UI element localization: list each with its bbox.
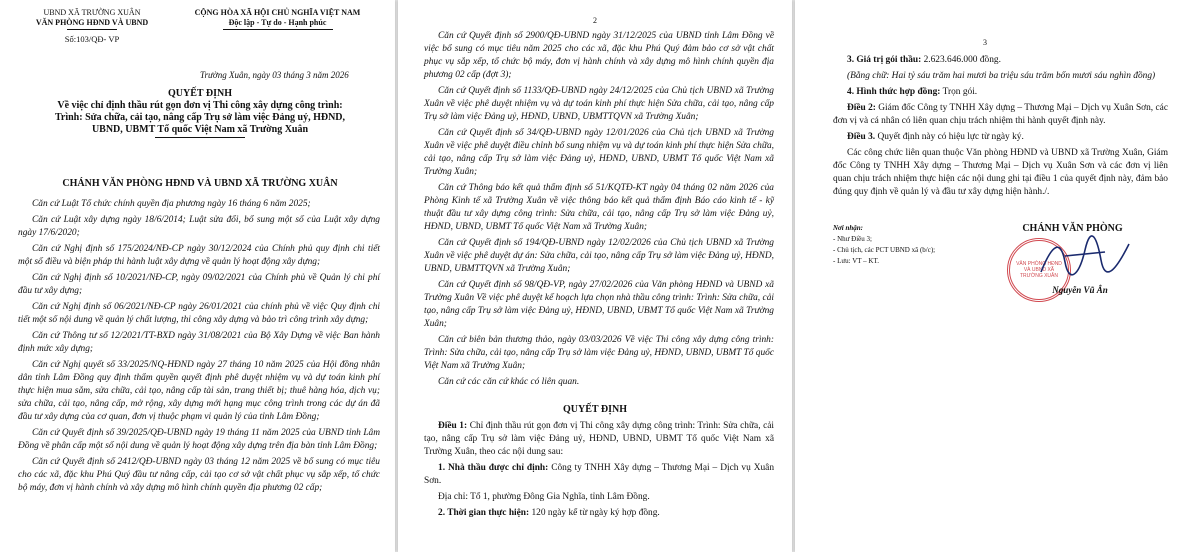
nation-header	[165, 8, 390, 30]
article-1	[424, 420, 774, 523]
contractor-address: Địa chỉ: Tổ 1, phường Đông Gia Nghĩa, tỉnh Lâm Đồng.	[438, 492, 650, 502]
paragraph: Căn cứ Nghị định số 175/2024/NĐ-CP ngày 30/12/2024 của Chính phủ quy định chi tiết một số điều và biện pháp thi hành luật xây dựng về quản lý hoạt động xây dựng;	[18, 244, 380, 267]
page-number: 3	[983, 38, 987, 47]
subject-line-3: UBND, UBMT Tổ quốc Việt Nam xã Trường Xuân	[91, 124, 309, 135]
article-2-label: Điều 2:	[847, 103, 876, 113]
recipients-block	[833, 223, 1003, 267]
closing-paragraph: Các công chức liên quan thuộc Văn phòng HĐND và UBND xã Trường Xuân, Giám đốc Công ty TNHH Xây dựng – Thương Mại – Dịch vụ Xuân Sơn và các đơn vị liên quan chịu trách nhiệm thực hiện các nội dung ghi tại điều 1 của quyết định này, đảm bảo đúng quy định về quản lý và đầu tư xây dựng hiện hành./.	[833, 148, 1168, 197]
recipients-title: Nơi nhận:	[833, 224, 864, 232]
article-1-continued	[833, 54, 1168, 202]
document-page-1	[0, 0, 395, 552]
item-3-value: 2.623.646.000 đồng.	[923, 55, 1001, 65]
legal-basis-list	[424, 30, 774, 392]
signer-name: Nguyễn Vũ Ân	[1052, 285, 1108, 295]
item-3-in-words: (Bằng chữ: Hai tỷ sáu trăm hai mươi ba triệu sáu trăm bốn mươi sáu nghìn đồng)	[847, 71, 1156, 81]
item-4-value: Trọn gói.	[942, 87, 978, 97]
divider	[223, 29, 333, 30]
place-date: Trường Xuân, ngày 03 tháng 3 năm 2026	[200, 70, 349, 80]
paragraph: Căn cứ Luật Tổ chức chính quyền địa phương ngày 16 tháng 6 năm 2025;	[32, 199, 311, 209]
recipient-item: - Chủ tịch, các PCT UBND xã (b/c);	[833, 246, 936, 254]
article-1-text: Chỉ định thầu rút gọn đơn vị Thi công xây dựng công trình: Trình: Sửa chữa, cải tạo, nâng cấp Trụ sở làm việc Đảng uỷ, HĐND, UBND, UBMT Tổ quốc Việt Nam xã Trường Xuân, theo các nội dung sau:	[424, 421, 775, 457]
subject-line-1: Về việc chỉ định thầu rút gọn đơn vị Thi công xây dựng công trình:	[57, 100, 343, 111]
doc-title-block	[10, 88, 390, 138]
article-3-text: Quyết định này có hiệu lực từ ngày ký.	[877, 132, 1024, 142]
paragraph: Căn cứ Thông tư số 12/2021/TT-BXD ngày 31/08/2021 của Bộ Xây Dựng về việc Ban hành định mức xây dựng;	[18, 331, 380, 354]
authority-heading: CHÁNH VĂN PHÒNG HĐND VÀ UBND XÃ TRƯỜNG XUÂN	[62, 178, 338, 189]
item-3-label: 3. Giá trị gói thầu:	[847, 55, 922, 65]
doc-type: QUYẾT ĐỊNH	[168, 88, 232, 99]
paragraph: Căn cứ Nghị định số 10/2021/NĐ-CP, ngày 09/02/2021 của Chính phủ về Quản lý chi phí đầu tư xây dựng;	[18, 273, 380, 296]
decision-heading: QUYẾT ĐỊNH	[563, 404, 627, 415]
subject-line-2: Trình: Sửa chữa, cải tạo, nâng cấp Trụ sở làm việc Đảng uỷ, HĐND,	[54, 112, 346, 123]
org-line-1: UBND XÃ TRƯỜNG XUÂN	[43, 8, 141, 17]
paragraph: Căn cứ Quyết định số 98/QĐ-VP, ngày 27/02/2026 của Văn phòng HĐND và UBND xã Trường Xuân Về việc phê duyệt kế hoạch lựa chọn nhà thầu công trình: Trình: Sửa chữa, cải tạo, nâng cấp Trụ sở làm việc Đảng uỷ, HĐND, UBND, UBMT Tổ quốc Việt Nam xã Trường Xuân;	[424, 280, 774, 329]
article-3-label: Điều 3.	[847, 132, 876, 142]
nation-line-2: Độc lập - Tự do - Hạnh phúc	[228, 18, 327, 27]
signer-title: CHÁNH VĂN PHÒNG	[1022, 223, 1123, 234]
page-number: 2	[593, 16, 597, 25]
paragraph: Căn cứ các căn cứ khác có liên quan.	[438, 377, 580, 387]
nation-line-1: CỘNG HÒA XÃ HỘI CHỦ NGHĨA VIỆT NAM	[194, 8, 361, 17]
item-2-label: 2. Thời gian thực hiện:	[438, 508, 530, 518]
paragraph: Căn cứ Quyết định số 2412/QĐ-UBND ngày 03 tháng 12 năm 2025 về bổ sung có mục tiêu cho các xã, đặc khu Phú Quý đầu tư nâng cấp, cải tạo cơ sở vật chất phục vụ sắp xếp, tổ chức bộ máy, đơn vị hành chính và xây dựng mô hình chính quyền địa phương 02 cấp;	[18, 457, 380, 493]
document-page-3	[795, 0, 1200, 552]
document-page-2	[398, 0, 792, 552]
item-1-label: 1. Nhà thầu được chỉ định:	[438, 463, 549, 473]
signature	[1035, 232, 1135, 282]
paragraph: Căn cứ Quyết định số 2900/QĐ-UBND ngày 31/12/2025 của UBND tỉnh Lâm Đồng về việc bổ sung có mục tiêu năm 2025 cho các xã, đặc khu Phú Quý đảm bảo cơ sở vật chất phục vụ sắp xếp, tổ chức bộ máy, đơn vị hành chính và xây dựng mô hình chính quyền địa phương 02 cấp (đợt 3);	[424, 31, 774, 80]
paragraph: Căn cứ Quyết định số 1133/QĐ-UBND ngày 24/12/2025 của Chủ tịch UBND xã Trường Xuân về việc phê duyệt nhiệm vụ và dự toán kinh phí thực hiện Sửa chữa, cải tạo, nâng cấp Trụ sở làm việc Đảng uỷ, HĐND, UBND, UBMTTQVN xã Trường Xuân;	[424, 86, 774, 122]
paragraph: Căn cứ Luật xây dựng ngày 18/6/2014; Luật sửa đổi, bổ sung một số của Luật xây dựng ngày 17/6/2020;	[18, 215, 380, 238]
divider	[67, 29, 117, 30]
article-1-label: Điều 1:	[438, 421, 468, 431]
org-line-2: VĂN PHÒNG HĐND VÀ UBND	[35, 18, 149, 27]
paragraph: Căn cứ Quyết định số 34/QĐ-UBND ngày 12/01/2026 của Chủ tịch UBND xã Trường Xuân về việc phê duyệt điều chỉnh bổ sung nhiệm vụ và dự toán kinh phí thực hiện Sửa chữa, cải tạo, nâng cấp Trụ sở làm việc Đảng uỷ, HĐND, UBND, UBMT Tổ quốc Việt Nam xã Trường Xuân;	[424, 128, 774, 177]
paragraph: Căn cứ Nghị định số 06/2021/NĐ-CP ngày 26/01/2021 của chính phủ về việc Quy định chi tiết một số nội dung về quản lý chất lượng, thi công xây dựng và bảo trì công trình xây dựng;	[18, 302, 380, 325]
recipient-item: - Lưu: VT – KT.	[833, 257, 879, 265]
article-2-text: Giám đốc Công ty TNHH Xây dựng – Thương Mại – Dịch vụ Xuân Sơn, các đơn vị và cá nhân có liên quan chịu trách nhiệm thi hành quyết định này.	[833, 103, 1168, 126]
paragraph: Căn cứ Quyết định số 39/2025/QĐ-UBND ngày 19 tháng 11 năm 2025 của UBND tỉnh Lâm Đồng về phân cấp một số nội dung về quản lý hoạt động xây dựng trên địa bàn tỉnh Lâm Đồng;	[18, 428, 380, 451]
doc-number: Số:103/QĐ- VP	[64, 34, 120, 44]
paragraph: Căn cứ Quyết định số 194/QĐ-UBND ngày 12/02/2026 của Chủ tịch UBND xã Trường Xuân về việc phê duyệt dự án: Sửa chữa, cải tạo, nâng cấp Trụ sở làm việc Đảng uỷ, HĐND, UBND, UBMTTQVN xã Trường Xuân;	[424, 238, 774, 274]
paragraph: Căn cứ Thông báo kết quả thẩm định số 51/KQTĐ-KT ngày 04 tháng 02 năm 2026 của Phòng Kinh tế xã Trường Xuân về việc thông báo kết quả thẩm định Báo cáo kinh tế - kỹ thuật đầu tư xây dựng công trình: Sửa chữa, cải tạo, nâng cấp Trụ sở làm việc Đảng uỷ, HĐND, UBND, UBMT Tổ quốc Việt Nam xã Trường Xuân;	[424, 183, 774, 232]
paragraph: Căn cứ Nghị quyết số 33/2025/NQ-HĐND ngày 27 tháng 10 năm 2025 của Hội đồng nhân dân tỉnh Lâm Đồng quy định thẩm quyền quyết định phê duyệt nhiệm vụ và dự toán kinh phí thực hiện mua sắm, sửa chữa, cải tạo, nâng cấp tài sản, trang thiết bị; thuê hàng hóa, dịch vụ; sửa chữa, cải tạo, nâng cấp, mở rộng, xây dựng mới hạng mục công trình trong các dự án đã đầu tư xây dựng của cơ quan, đơn vị thuộc phạm vi quản lý của tỉnh Lâm Đồng;	[18, 360, 380, 422]
org-header	[22, 8, 162, 30]
legal-basis-list	[18, 198, 380, 498]
item-1-text: Công ty TNHH Xây dựng – Thương Mại – Dịch vụ Xuân Sơn.	[424, 463, 775, 486]
divider	[155, 137, 245, 138]
recipient-item: - Như Điều 3;	[833, 235, 872, 243]
item-4-label: 4. Hình thức hợp đồng:	[847, 87, 941, 97]
stamp-text: VĂN PHÒNG HĐND VÀ UBND XÃ TRƯỜNG XUÂN	[1016, 261, 1062, 279]
item-2-text: 120 ngày kể từ ngày ký hợp đồng.	[531, 508, 660, 518]
paragraph: Căn cứ biên bản thương thảo, ngày 03/03/2026 Về việc Thi công xây dựng công trình: Trình: Sửa chữa, cải tạo, nâng cấp Trụ sở làm việc Đảng uỷ, HĐND, UBND, UBMT Tổ quốc Việt Nam xã Trường Xuân;	[424, 335, 774, 371]
